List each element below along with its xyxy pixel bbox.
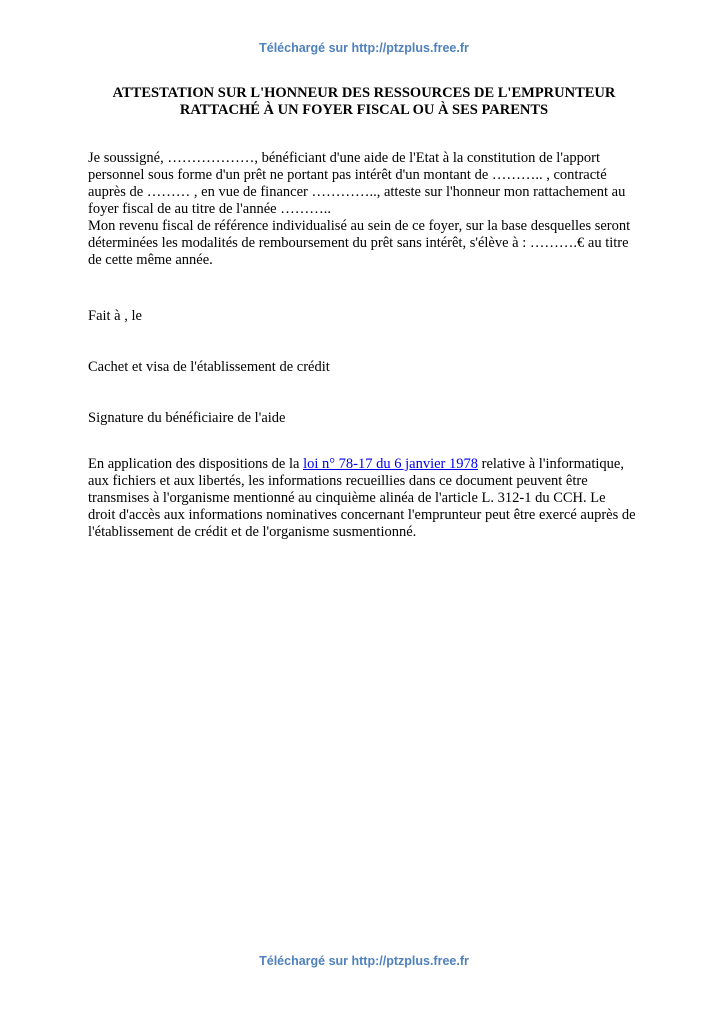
signature-line: Signature du bénéficiaire de l'aide — [88, 410, 286, 426]
declaration-line: Mon revenu fiscal de référence individualisé au sein de ce foyer, sur la base desquelles seront — [88, 218, 631, 234]
declaration-line: de cette même année. — [88, 252, 213, 268]
declaration-line: personnel sous forme d'un prêt ne portant pas intérêt d'un montant de ……….. , contracté — [88, 167, 607, 183]
declaration-line: déterminées les modalités de remboursement du prêt sans intérêt, s'élève à : ……….€ au titre — [88, 235, 629, 251]
legal-line — [88, 456, 648, 473]
document-title-line-2: RATTACHÉ À UN FOYER FISCAL OU À SES PARENTS — [179, 102, 549, 118]
download-note-header: Téléchargé sur http://ptzplus.free.fr — [259, 41, 469, 55]
cachet-visa-line: Cachet et visa de l'établissement de crédit — [88, 359, 330, 375]
declaration-line: foyer fiscal de au titre de l'année ……….. — [88, 201, 331, 217]
download-note-footer: Téléchargé sur http://ptzplus.free.fr — [259, 954, 469, 968]
fait-a-le-line: Fait à , le — [88, 308, 142, 324]
declaration-paragraph — [88, 150, 648, 269]
legal-line-after-link: relative à l'informatique, — [478, 456, 624, 472]
legal-line: aux fichiers et aux libertés, les informations recueillies dans ce document peuvent être — [88, 473, 588, 489]
document-title — [0, 85, 728, 119]
legal-line: transmises à l'organisme mentionné au cinquième alinéa de l'article L. 312-1 du CCH. Le — [88, 490, 606, 506]
legal-line: droit d'accès aux informations nominatives concernant l'emprunteur peut être exercé auprès de — [88, 507, 636, 523]
declaration-line: Je soussigné, ………………, bénéficiant d'une aide de l'Etat à la constitution de l'apport — [88, 150, 600, 166]
legal-paragraph — [88, 456, 648, 541]
law-link[interactable]: loi n° 78-17 du 6 janvier 1978 — [303, 456, 479, 472]
declaration-line: auprès de ……… , en vue de financer ………….., atteste sur l'honneur mon rattachement au — [88, 184, 626, 200]
legal-line-before-link: En application des dispositions de la — [88, 456, 304, 472]
legal-line: l'établissement de crédit et de l'organisme susmentionné. — [88, 524, 417, 540]
document-title-line-1: ATTESTATION SUR L'HONNEUR DES RESSOURCES DE L'EMPRUNTEUR — [112, 85, 616, 101]
